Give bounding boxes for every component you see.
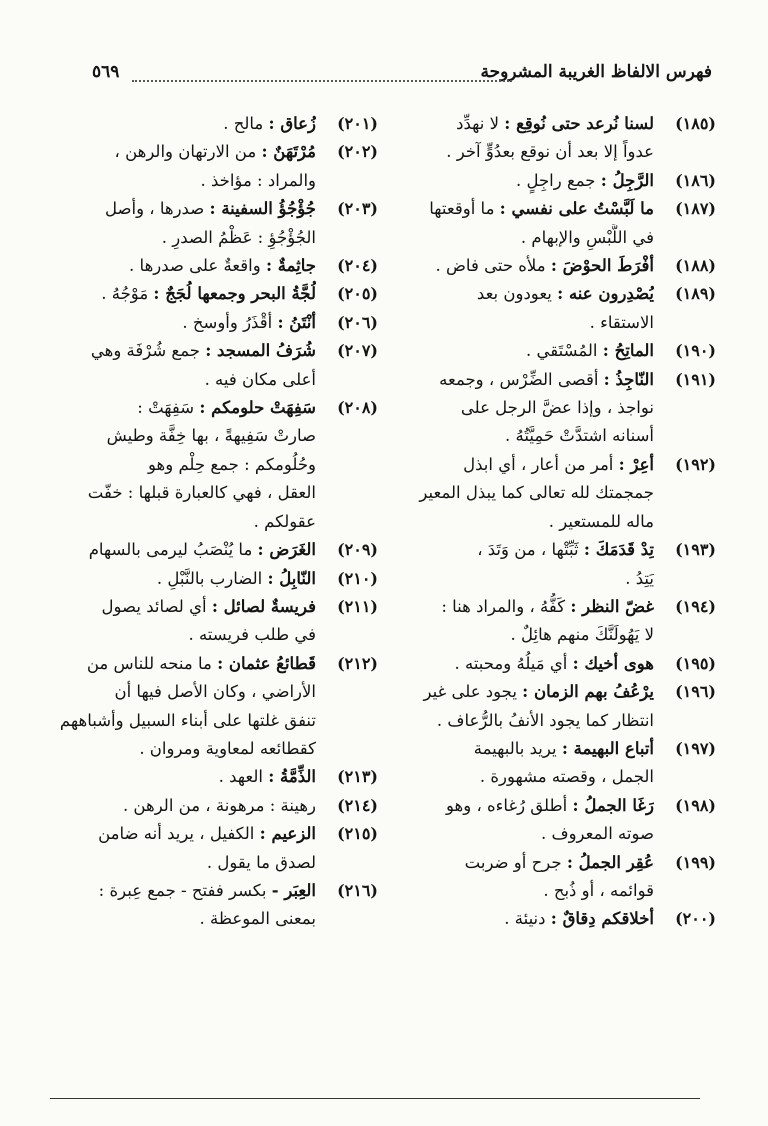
entry-definition: سَفِهَتْ : — [137, 398, 200, 418]
entry-term: النّابِلُ : — [267, 568, 316, 588]
entry-term: رَغَا الجملُ : — [572, 795, 654, 815]
entry-term: جاثِمةٌ : — [265, 256, 316, 276]
entry-definition: في اللَّبْسِ والإبهام . — [520, 227, 654, 247]
entry-line — [398, 280, 654, 308]
entry-definition: جمع راجِلٍ . — [516, 170, 601, 190]
entry-body — [60, 536, 316, 564]
entry-definition: ثَبِّتْها ، من وَتَدَ ، — [477, 540, 584, 560]
entry-definition: أسنانه اشتدَّتْ حَمِيَّتُهُ . — [505, 426, 654, 446]
entry-line — [398, 593, 654, 621]
entry-line — [60, 195, 316, 223]
entry-line — [60, 678, 316, 706]
entry-line — [398, 224, 654, 252]
entry-body — [398, 593, 654, 650]
entry-number: (١٩١) — [675, 369, 716, 389]
entry-number: (١٩٢) — [675, 454, 716, 474]
entry-definition: كَفُّهُ ، والمراد هنا : — [441, 596, 571, 616]
entry-definition: صارتْ سَفِيهةً ، بها خِفَّة وطيش — [106, 426, 316, 446]
entry-definition: عدواً إلا بعد أن نوقع بعدُوٍّ آخر . — [446, 142, 654, 162]
entry-body — [398, 110, 654, 167]
entry-line — [398, 565, 654, 593]
entry-term: مُرْتَهَنٌ : — [261, 142, 316, 162]
entry-definition: دنيئة . — [504, 909, 551, 929]
entry-term: العِبَر - — [271, 880, 316, 900]
glossary-entry — [398, 337, 716, 365]
entry-term: أخلاقكم دِقاقٌ : — [550, 909, 654, 929]
entry-number: (١٨٦) — [675, 170, 716, 190]
glossary-entry — [398, 451, 716, 536]
page-number: ٥٦٩ — [92, 62, 120, 82]
entry-line — [398, 508, 654, 536]
glossary-entry — [398, 678, 716, 735]
entry-line — [60, 735, 316, 763]
entry-line — [398, 195, 654, 223]
entry-line — [60, 451, 316, 479]
entry-number: (١٨٩) — [675, 284, 716, 304]
bottom-rule — [50, 1098, 700, 1099]
entry-line — [398, 905, 654, 933]
glossary-entry — [60, 877, 378, 934]
entry-term: الغَرَض : — [257, 540, 316, 560]
entry-definition: جرح أو ضربت — [464, 852, 567, 872]
entry-number: (٢٠٠) — [675, 909, 716, 929]
entry-number: (٢١٤) — [337, 795, 378, 815]
glossary-entry — [398, 792, 716, 849]
entry-number: (٢١١) — [337, 596, 378, 616]
entry-body — [398, 650, 654, 678]
entry-definition: ما منحه للناس من — [86, 653, 218, 673]
entry-line — [398, 422, 654, 450]
entry-term: جُؤْجُؤُ السفينة : — [209, 199, 316, 219]
entry-line — [60, 792, 316, 820]
glossary-entry — [60, 252, 378, 280]
glossary-entry — [398, 280, 716, 337]
glossary-entry — [60, 280, 378, 308]
entry-definition: العهد . — [218, 767, 269, 787]
entry-body — [398, 167, 654, 195]
entry-definition: من الارتهان والرهن ، — [114, 142, 262, 162]
glossary-entry — [60, 337, 378, 394]
entry-number: (٢٠٩) — [337, 540, 378, 560]
entry-definition: مَوْجُهُ . — [101, 284, 154, 304]
glossary-entry — [398, 195, 716, 252]
entry-number: (١٨٧) — [675, 199, 716, 219]
entry-number: (١٩٤) — [675, 596, 716, 616]
entry-number: (٢١٦) — [337, 880, 378, 900]
entry-number: (٢١٥) — [337, 824, 378, 844]
entry-number: (٢٠٢) — [337, 142, 378, 162]
entry-body — [398, 195, 654, 252]
entry-line — [60, 110, 316, 138]
entry-body — [398, 905, 654, 933]
entry-definition: عقولكم . — [253, 511, 316, 531]
entry-line — [60, 877, 316, 905]
entry-line — [398, 877, 654, 905]
entry-number: (٢٠٥) — [337, 284, 378, 304]
entry-term: قَطائعُ عثمان : — [217, 653, 316, 673]
entry-definition: يريد بالبهيمة — [473, 738, 562, 758]
entry-body — [60, 394, 316, 536]
entry-definition: مالح . — [223, 114, 269, 133]
running-title: فهرس الالفاظ الغريبة المشروحة — [480, 62, 712, 82]
entry-body — [398, 280, 654, 337]
entry-definition: أي مَيلُهُ ومحبته . — [454, 653, 573, 673]
entry-number: (١٨٨) — [675, 256, 716, 276]
entry-definition: الضارب بالنَّبْلِ . — [156, 568, 268, 588]
entry-line — [398, 849, 654, 877]
entry-number: (٢١٢) — [337, 653, 378, 673]
entry-number: (٢٠٣) — [337, 199, 378, 219]
entry-line — [398, 621, 654, 649]
glossary-entry — [398, 849, 716, 906]
entry-number: (١٩٠) — [675, 341, 716, 361]
entry-definition: كقطائعه لمعاوية ومروان . — [139, 738, 316, 758]
entry-body — [398, 536, 654, 593]
glossary-entry — [60, 593, 378, 650]
entry-body — [60, 280, 316, 308]
entry-definition: الاستقاء . — [589, 312, 654, 332]
entry-line — [60, 621, 316, 649]
entry-definition: لا يَهُولَنَّكَ منهم هائِلٌ . — [510, 625, 654, 645]
entry-line — [398, 536, 654, 564]
entry-term: سَفِهَتْ حلومكم : — [199, 398, 316, 418]
entry-number: (٢١٠) — [337, 568, 378, 588]
entry-line — [398, 167, 654, 195]
entry-definition: قوائمه ، أو ذُبح . — [543, 880, 654, 900]
entry-body — [60, 820, 316, 877]
entry-line — [398, 479, 654, 507]
entry-definition: بمعنى الموعظة . — [199, 909, 316, 929]
entry-body — [60, 565, 316, 593]
glossary-entry — [398, 650, 716, 678]
entry-body — [398, 451, 654, 536]
glossary-entry — [60, 565, 378, 593]
entry-line — [60, 394, 316, 422]
entry-line — [60, 337, 316, 365]
entry-definition: في طلب فريسته . — [188, 625, 316, 645]
entry-term: النّاجِذُ : — [603, 369, 654, 389]
glossary-entry — [398, 735, 716, 792]
entry-line — [60, 366, 316, 394]
entry-body — [398, 792, 654, 849]
glossary-entry — [60, 650, 378, 764]
entry-term: غضّ النظر : — [570, 596, 654, 616]
entry-term: يرْعُفُ بهم الزمان : — [522, 682, 654, 702]
entry-definition: نواجذ ، وإذا عضَّ الرجل على — [460, 398, 654, 418]
entry-number: (١٩٦) — [675, 682, 716, 702]
entry-body — [398, 849, 654, 906]
left-column — [60, 110, 378, 934]
entry-line — [398, 309, 654, 337]
entry-line — [60, 905, 316, 933]
entry-number: (٢١٣) — [337, 767, 378, 787]
entry-line — [398, 650, 654, 678]
entry-line — [398, 451, 654, 479]
entry-line — [60, 422, 316, 450]
entry-line — [398, 337, 654, 365]
entry-definition: أقْذَرُ وأوسخ . — [182, 312, 278, 332]
entry-definition: لا نهدِّد — [456, 114, 505, 133]
entry-line — [398, 678, 654, 706]
entry-line — [398, 252, 654, 280]
entry-number: (١٩٨) — [675, 795, 716, 815]
glossary-entry — [398, 167, 716, 195]
entry-body — [398, 678, 654, 735]
entry-body — [60, 252, 316, 280]
entry-definition: أعلى مكان فيه . — [204, 369, 316, 389]
glossary-entry — [60, 309, 378, 337]
entry-body — [398, 735, 654, 792]
entry-definition: ملأه حتى فاض . — [435, 256, 551, 276]
glossary-entry — [60, 536, 378, 564]
entry-definition: ما يُنْصَبُ ليرمى بالسهام — [88, 540, 258, 560]
entry-line — [60, 820, 316, 848]
entry-term: لسنا نُرعد حتى نُوقِع : — [504, 114, 654, 133]
entry-definition: يَتِدُ . — [625, 568, 654, 588]
entry-number: (١٩٣) — [675, 540, 716, 560]
entry-definition: ما أوقعتها — [429, 199, 500, 219]
entry-definition: رهينة : مرهونة ، من الرهن . — [122, 795, 316, 815]
entry-term: عُقِر الجملُ : — [566, 852, 654, 872]
entry-definition: المُسْتَقي . — [526, 341, 603, 361]
right-column — [398, 110, 716, 934]
entry-number: (٢٠٤) — [337, 256, 378, 276]
entry-line — [398, 138, 654, 166]
entry-body — [60, 138, 316, 195]
entry-term: أتباع البهيمة : — [561, 738, 654, 758]
glossary-entry — [60, 792, 378, 820]
entry-definition: أمر من أعار ، أي ابذل — [463, 454, 619, 474]
entry-term: زُعاق : — [268, 114, 316, 133]
entry-line — [398, 763, 654, 791]
entry-term: فريسةٌ لصائل : — [211, 596, 316, 616]
entry-definition: صدرها ، وأصل — [104, 199, 210, 219]
entry-term: شُرَفُ المسجد : — [205, 341, 316, 361]
entry-definition: الجمل ، وقصته مشهورة . — [479, 767, 654, 787]
entry-body — [60, 650, 316, 764]
entry-definition: أطلق رُغاءه ، وهو — [446, 795, 573, 815]
glossary-entry — [398, 252, 716, 280]
entry-number: (٢٠١) — [337, 114, 378, 133]
entry-line — [60, 309, 316, 337]
entry-term: الماتِحُ : — [602, 341, 654, 361]
entry-definition: تنفق غلتها على أبناء السبيل وأشباههم — [59, 710, 316, 730]
entry-definition: الأراضي ، وكان الأصل فيها أن — [114, 682, 316, 702]
entry-term: أفْرَطَ الحوْضَ : — [550, 256, 654, 276]
entry-body — [60, 763, 316, 791]
entry-definition: الجُؤْجُؤِ : عَظْمُ الصدرِ . — [161, 227, 316, 247]
entry-line — [60, 508, 316, 536]
entry-term: ما لَبَّسْتُ على نفسي : — [499, 199, 654, 219]
entry-body — [60, 792, 316, 820]
entry-definition: ماله للمستعير . — [548, 511, 654, 531]
entry-line — [60, 849, 316, 877]
entry-term: هوى أخيك : — [572, 653, 654, 673]
glossary-entry — [398, 593, 716, 650]
glossary-entry — [60, 110, 378, 138]
glossary-entry — [60, 195, 378, 252]
entry-term: تِدْ قَدَمَكَ : — [583, 540, 654, 560]
entry-definition: وحُلُومكم : جمع حِلْم وهو — [148, 454, 316, 474]
entry-definition: صوته المعروف . — [541, 824, 654, 844]
entry-number: (١٩٧) — [675, 738, 716, 758]
entry-line — [60, 536, 316, 564]
entry-definition: يجود على غير — [423, 682, 523, 702]
entry-definition: أي لصائد يصول — [101, 596, 212, 616]
entry-definition: أقصى الضِّرْس ، وجمعه — [439, 369, 604, 389]
glossary-entry — [60, 394, 378, 536]
entry-line — [60, 138, 316, 166]
entry-definition: الكفيل ، يريد أنه ضامن — [98, 824, 260, 844]
entry-term: أعِرْ : — [618, 454, 654, 474]
glossary-entry — [398, 536, 716, 593]
entry-term: الذِّمَّةُ : — [268, 767, 316, 787]
entry-definition: يعودون بعد — [476, 284, 558, 304]
entry-term: أنْتَنُ : — [277, 312, 316, 332]
entry-number: (١٩٥) — [675, 653, 716, 673]
entry-body — [60, 309, 316, 337]
entry-body — [60, 110, 316, 138]
entry-definition: بكسر ففتح - جمع عِبرة : — [98, 880, 272, 900]
entry-line — [398, 366, 654, 394]
entry-body — [398, 252, 654, 280]
entry-line — [398, 707, 654, 735]
entry-line — [398, 394, 654, 422]
entry-line — [60, 280, 316, 308]
entry-line — [398, 110, 654, 138]
entry-line — [60, 763, 316, 791]
entry-term: لُجَّةُ البحر وجمعها لُجَجٌ : — [153, 284, 316, 304]
entry-body — [398, 337, 654, 365]
entry-line — [60, 593, 316, 621]
entry-definition: انتظار كما يجود الأنفُ بالرُّعاف . — [436, 710, 654, 730]
entry-line — [60, 167, 316, 195]
glossary-entry — [398, 110, 716, 167]
entry-definition: لصدق ما يقول . — [206, 852, 316, 872]
glossary-entry — [60, 820, 378, 877]
entry-term: الزعيم : — [259, 824, 316, 844]
entry-number: (٢٠٧) — [337, 341, 378, 361]
entry-number: (١٩٩) — [675, 852, 716, 872]
entry-line — [60, 479, 316, 507]
entry-number: (٢٠٨) — [337, 398, 378, 418]
glossary-entry — [398, 366, 716, 451]
header-dotted-leader — [132, 80, 512, 82]
entry-line — [60, 650, 316, 678]
entry-line — [60, 224, 316, 252]
entry-line — [398, 820, 654, 848]
glossary-entry — [398, 905, 716, 933]
entry-line — [398, 735, 654, 763]
entry-definition: العقل ، فهي كالعبارة قبلها : خفّت — [87, 483, 316, 503]
entry-line — [60, 565, 316, 593]
entry-line — [60, 252, 316, 280]
glossary-entry — [60, 763, 378, 791]
entry-body — [60, 195, 316, 252]
entry-definition: والمراد : مؤاخذ . — [200, 170, 316, 190]
entry-term: الرَّجِلُ : — [600, 170, 654, 190]
entry-term: يُصْدِرون عنه : — [557, 284, 654, 304]
entry-body — [398, 366, 654, 451]
entry-body — [60, 337, 316, 394]
entry-definition: جمع شُرْفَة وهي — [90, 341, 206, 361]
page-header — [92, 58, 712, 92]
entry-number: (٢٠٦) — [337, 312, 378, 332]
glossary-entry — [60, 138, 378, 195]
entry-line — [60, 707, 316, 735]
entry-definition: واقعةٌ على صدرها . — [129, 256, 266, 276]
entry-body — [60, 877, 316, 934]
entry-definition: جمجمتك لله تعالى كما يبذل المعير — [419, 483, 654, 503]
entry-body — [60, 593, 316, 650]
entry-line — [398, 792, 654, 820]
entry-number: (١٨٥) — [675, 114, 716, 133]
